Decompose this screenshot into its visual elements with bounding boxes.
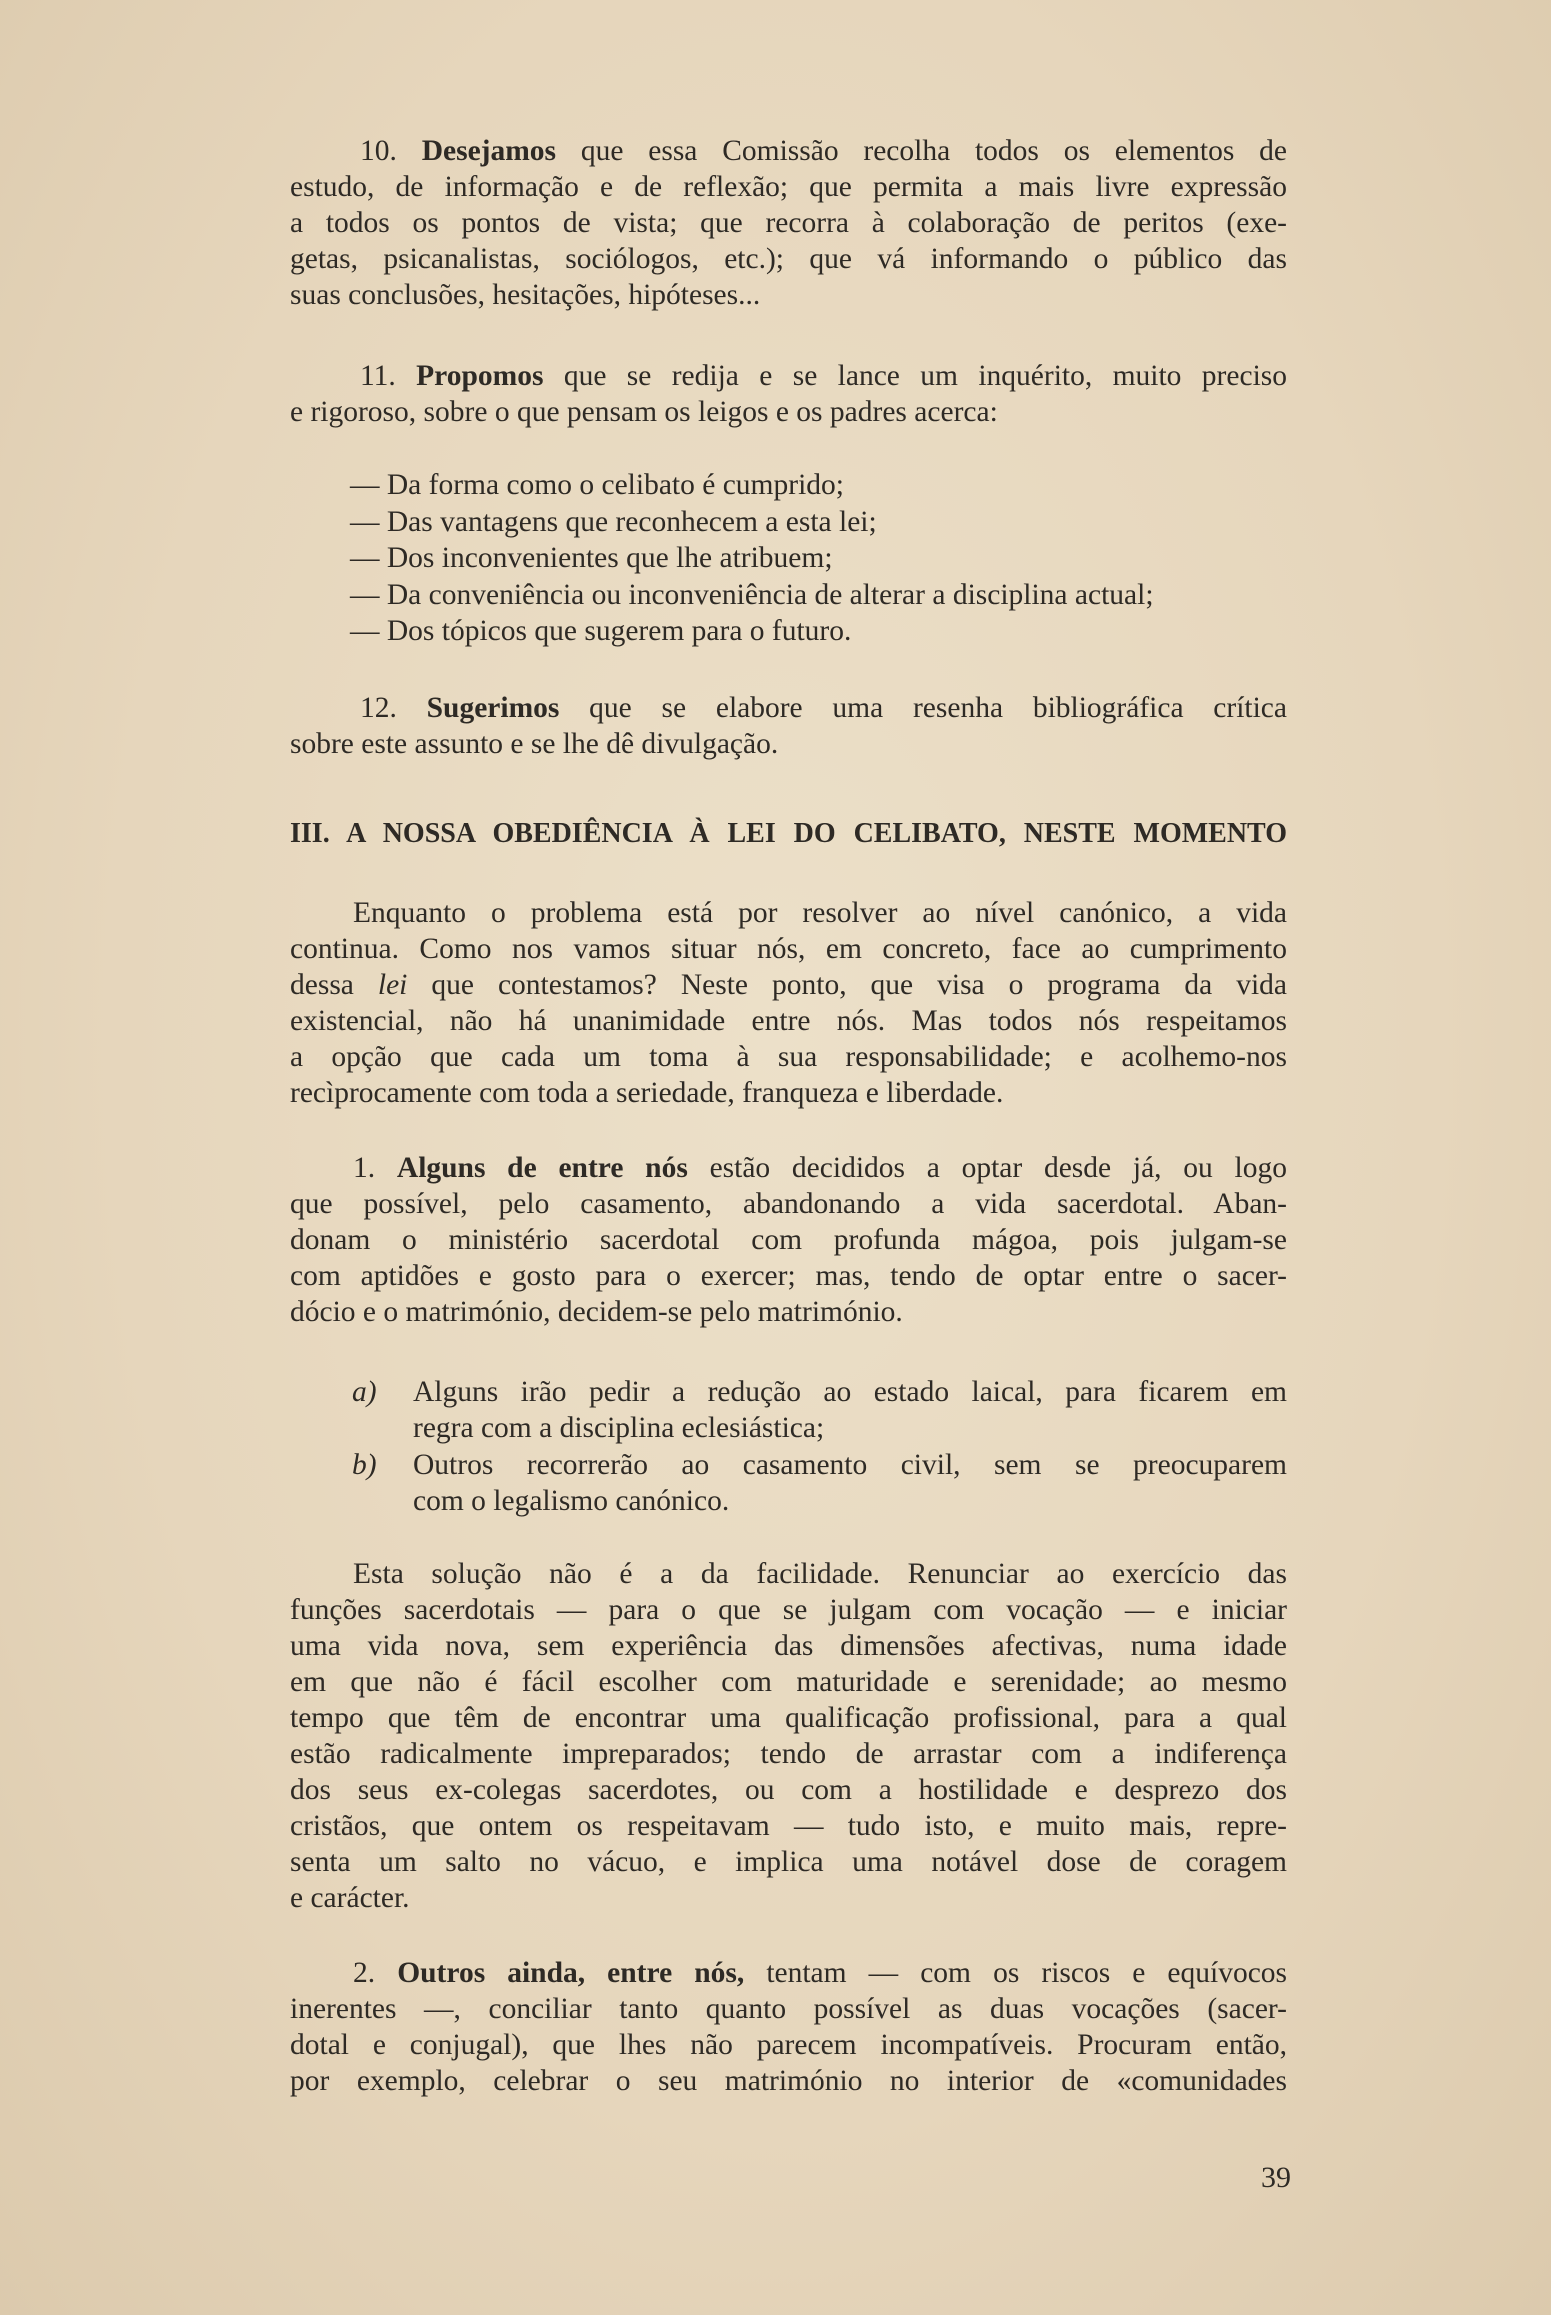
paragraph-line: 12. Sugerimos que se elabore uma resenha bibliográfica crítica — [360, 692, 1287, 724]
paragraph-line: 1. Alguns de entre nós estão decididos a optar desde já, ou logo — [353, 1152, 1287, 1184]
paragraph-line: 10. Desejamos que essa Comissão recolha todos os elementos de — [360, 135, 1288, 167]
sub-item-line: com o legalismo canónico. — [413, 1485, 730, 1517]
paragraph-line: donam o ministério sacerdotal com profunda mágoa, pois julgam-se — [290, 1224, 1287, 1256]
solution-paragraph — [290, 1556, 1287, 1916]
paragraph-line: Esta solução não é a da facilidade. Renunciar ao exercício das — [353, 1558, 1287, 1590]
paragraph-line: dessa lei que contestamos? Neste ponto, que visa o programa da vida — [290, 969, 1288, 1001]
paragraph-line: existencial, não há unanimidade entre nós. Mas todos nós respeitamos — [290, 1005, 1287, 1037]
paragraph-line: recìprocamente com toda a seriedade, franqueza e liberdade. — [290, 1077, 1004, 1109]
paragraph-line: dotal e conjugal), que lhes não parecem incompatíveis. Procuram então, — [290, 2029, 1287, 2061]
paragraph-12 — [290, 690, 1287, 762]
section-heading: III. A NOSSA OBEDIÊNCIA À LEI DO CELIBATO, NESTE MOMENTO — [290, 818, 1287, 849]
sub-item-line: Outros recorrerão ao casamento civil, sem se preocuparem — [413, 1449, 1287, 1481]
paragraph-lead: Outros ainda, entre nós, — [397, 1957, 745, 1989]
paragraph-line: dos seus ex-colegas sacerdotes, ou com a hostilidade e desprezo dos — [290, 1774, 1287, 1806]
paragraph-10 — [290, 133, 1287, 313]
paragraph-line: e carácter. — [290, 1882, 410, 1914]
paragraph-line: 11. Propomos que se redija e se lance um inquérito, muito preciso — [360, 360, 1287, 392]
list-item: — Das vantagens que reconhecem a esta lei; — [350, 506, 877, 538]
paragraph-line: estudo, de informação e de reflexão; que permita a mais livre expressão — [290, 171, 1287, 203]
paragraph-line: a opção que cada um toma à sua responsabilidade; e acolhemo-nos — [290, 1041, 1287, 1073]
paragraph-line: cristãos, que ontem os respeitavam — tudo isto, e muito mais, repre- — [290, 1810, 1287, 1842]
list-item: — Dos tópicos que sugerem para o futuro. — [350, 615, 852, 647]
paragraph-number: 1. — [353, 1152, 376, 1184]
paragraph-11 — [290, 358, 1287, 430]
sub-item-line: regra com a disciplina eclesiástica; — [413, 1412, 825, 1444]
sub-item-line: Alguns irão pedir a redução ao estado laical, para ficarem em — [413, 1376, 1287, 1408]
paragraph-line: com aptidões e gosto para o exercer; mas, tendo de optar entre o sacer- — [290, 1260, 1287, 1292]
paragraph-line: Enquanto o problema está por resolver ao nível canónico, a vida — [353, 897, 1287, 929]
paragraph-line: funções sacerdotais — para o que se julgam com vocação — e iniciar — [290, 1594, 1287, 1626]
list-item: — Da forma como o celibato é cumprido; — [350, 469, 844, 501]
emphasis: lei — [377, 969, 408, 1001]
paragraph-lead: Desejamos — [421, 135, 557, 167]
paragraph-lead: Sugerimos — [426, 692, 560, 724]
paragraph-number: 2. — [353, 1957, 376, 1989]
paragraph-line: suas conclusões, hesitações, hipóteses... — [290, 279, 761, 311]
paragraph-line: estão radicalmente impreparados; tendo de arrastar com a indiferença — [290, 1738, 1287, 1770]
paragraph-lead: Propomos — [416, 360, 544, 392]
point-1 — [290, 1150, 1287, 1330]
paragraph-line: em que não é fácil escolher com maturidade e serenidade; ao mesmo — [290, 1666, 1287, 1698]
paragraph-line: 2. Outros ainda, entre nós, tentam — com os riscos e equívocos — [353, 1957, 1288, 1989]
paragraph-line: e rigoroso, sobre o que pensam os leigos e os padres acerca: — [290, 396, 998, 428]
page-number: 39 — [1261, 2161, 1291, 2194]
paragraph-number: 12. — [360, 692, 397, 724]
paragraph-line: por exemplo, celebrar o seu matrimónio no interior de «comunidades — [290, 2065, 1287, 2097]
sub-item-label: b) — [352, 1449, 377, 1481]
paragraph-line: sobre este assunto e se lhe dê divulgação. — [290, 728, 779, 760]
point-2 — [290, 1955, 1287, 2099]
paragraph-line: continua. Como nos vamos situar nós, em concreto, face ao cumprimento — [290, 933, 1287, 965]
paragraph-line: a todos os pontos de vista; que recorra à colaboração de peritos (exe- — [290, 207, 1287, 239]
paragraph-line: inerentes —, conciliar tanto quanto possível as duas vocações (sacer- — [290, 1993, 1287, 2025]
paragraph-line: dócio e o matrimónio, decidem-se pelo matrimónio. — [290, 1296, 903, 1328]
paragraph-number: 11. — [360, 360, 396, 392]
list-item: — Dos inconvenientes que lhe atribuem; — [350, 542, 833, 574]
sub-item-label: a) — [352, 1376, 377, 1408]
intro-paragraph — [290, 895, 1287, 1111]
list-item: — Da conveniência ou inconveniência de alterar a disciplina actual; — [350, 579, 1154, 611]
paragraph-lead: Alguns de entre nós — [396, 1152, 688, 1184]
paragraph-line: que possível, pelo casamento, abandonando a vida sacerdotal. Aban- — [290, 1188, 1287, 1220]
paragraph-line: tempo que têm de encontrar uma qualificação profissional, para a qual — [290, 1702, 1287, 1734]
paragraph-line: getas, psicanalistas, sociólogos, etc.); que vá informando o público das — [290, 243, 1287, 275]
paragraph-line: uma vida nova, sem experiência das dimensões afectivas, numa idade — [290, 1630, 1287, 1662]
paragraph-line: senta um salto no vácuo, e implica uma notável dose de coragem — [290, 1846, 1287, 1878]
paragraph-number: 10. — [360, 135, 397, 167]
